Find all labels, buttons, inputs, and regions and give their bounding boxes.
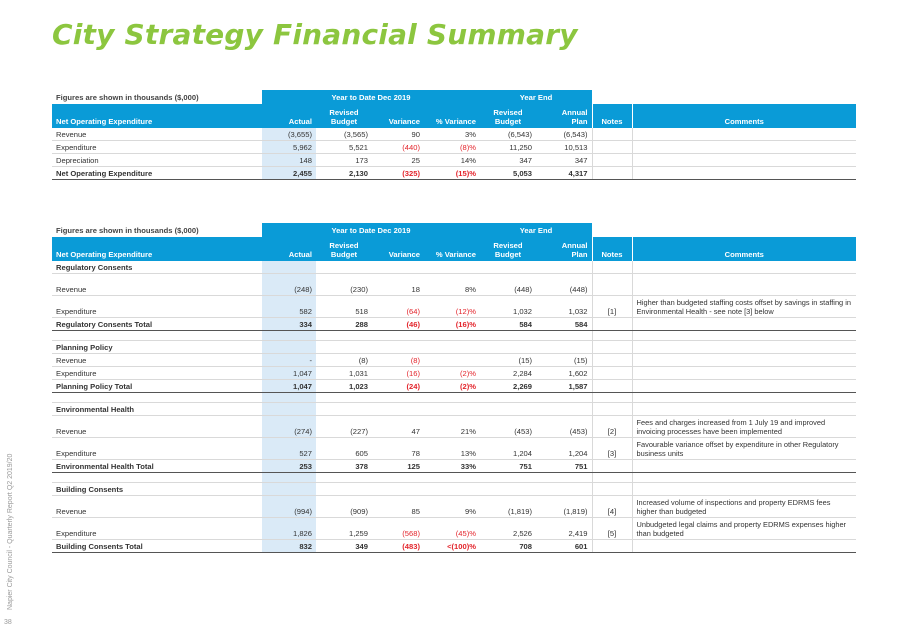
col-pct-variance: % Variance — [424, 237, 480, 261]
table-row — [52, 416, 856, 438]
annual-plan-value: 1,204 — [536, 438, 592, 460]
row-label: Depreciation — [52, 154, 262, 167]
total-row — [52, 167, 856, 180]
note-ref: [1] — [592, 296, 632, 318]
total-row — [52, 380, 856, 393]
note-ref — [592, 354, 632, 367]
actual-value: 253 — [262, 460, 316, 473]
ye-revised-budget-value: 2,284 — [480, 367, 536, 380]
col-ye-revised-budget: Revised Budget — [480, 237, 536, 261]
column-header-row — [52, 104, 856, 128]
pct-variance-value: 3% — [424, 128, 480, 141]
ye-revised-budget-value: 347 — [480, 154, 536, 167]
section-title: Environmental Health — [52, 403, 262, 416]
pct-variance-value: 8% — [424, 274, 480, 296]
header-group-row — [52, 223, 856, 237]
note-ref: [2] — [592, 416, 632, 438]
ye-revised-budget-value: 1,204 — [480, 438, 536, 460]
comment-text — [632, 460, 856, 473]
comment-text — [632, 540, 856, 553]
revised-budget-value: 2,130 — [316, 167, 372, 180]
note-ref: [3] — [592, 438, 632, 460]
ye-revised-budget-value: 1,032 — [480, 296, 536, 318]
comment-text: Higher than budgeted staffing costs offset by savings in staffing in Environmental Health - see note [3] below — [632, 296, 856, 318]
section-header-row — [52, 341, 856, 354]
revised-budget-value: 1,023 — [316, 380, 372, 393]
pct-variance-value: (12)% — [424, 296, 480, 318]
col-comments: Comments — [632, 237, 856, 261]
actual-value: 1,047 — [262, 367, 316, 380]
row-label: Net Operating Expenditure — [52, 167, 262, 180]
actual-value: 5,962 — [262, 141, 316, 154]
note-ref — [592, 167, 632, 180]
ye-revised-budget-value: 708 — [480, 540, 536, 553]
revised-budget-value: 605 — [316, 438, 372, 460]
variance-value: 78 — [372, 438, 424, 460]
page-number: 38 — [4, 619, 12, 626]
col-variance: Variance — [372, 237, 424, 261]
col-variance: Variance — [372, 104, 424, 128]
variance-value: (568) — [372, 518, 424, 540]
comment-text — [632, 367, 856, 380]
row-label: Revenue — [52, 274, 262, 296]
year-end-group-header: Year End — [480, 90, 592, 104]
col-revised-budget: Revised Budget — [316, 104, 372, 128]
detail-table — [52, 223, 856, 553]
pct-variance-value: (2)% — [424, 380, 480, 393]
annual-plan-value: 1,587 — [536, 380, 592, 393]
comment-text — [632, 380, 856, 393]
revised-budget-value: (909) — [316, 496, 372, 518]
spacer-row — [52, 473, 856, 483]
spacer-row — [52, 393, 856, 403]
variance-value: 47 — [372, 416, 424, 438]
revised-budget-value: 1,259 — [316, 518, 372, 540]
pct-variance-value: 21% — [424, 416, 480, 438]
col-annual-plan: Annual Plan — [536, 104, 592, 128]
actual-value: (248) — [262, 274, 316, 296]
col-comments: Comments — [632, 104, 856, 128]
revised-budget-value: (230) — [316, 274, 372, 296]
comment-text: Fees and charges increased from 1 July 19 and improved invoicing processes have been implemented — [632, 416, 856, 438]
ye-revised-budget-value: 584 — [480, 318, 536, 331]
annual-plan-value: (15) — [536, 354, 592, 367]
section-header-row — [52, 403, 856, 416]
col-pct-variance: % Variance — [424, 104, 480, 128]
note-ref: [5] — [592, 518, 632, 540]
note-ref — [592, 274, 632, 296]
comment-text — [632, 141, 856, 154]
table-row — [52, 496, 856, 518]
row-label: Revenue — [52, 128, 262, 141]
ye-revised-budget-value: 5,053 — [480, 167, 536, 180]
col-notes: Notes — [592, 104, 632, 128]
actual-value: 334 — [262, 318, 316, 331]
variance-value: (483) — [372, 540, 424, 553]
ye-revised-budget-value: (15) — [480, 354, 536, 367]
row-label: Expenditure — [52, 296, 262, 318]
comment-text: Unbudgeted legal claims and property EDRMS expenses higher than budgeted — [632, 518, 856, 540]
revised-budget-value: 518 — [316, 296, 372, 318]
actual-value: 2,455 — [262, 167, 316, 180]
ye-revised-budget-value: 2,526 — [480, 518, 536, 540]
actual-value: (3,655) — [262, 128, 316, 141]
annual-plan-value: (453) — [536, 416, 592, 438]
actual-value: 832 — [262, 540, 316, 553]
header-group-row — [52, 90, 856, 104]
revised-budget-value: 1,031 — [316, 367, 372, 380]
variance-value: 18 — [372, 274, 424, 296]
row-label: Revenue — [52, 496, 262, 518]
section-title: Regulatory Consents — [52, 261, 262, 274]
summary-table — [52, 90, 856, 180]
total-row — [52, 460, 856, 473]
col-actual: Actual — [262, 237, 316, 261]
table-row — [52, 296, 856, 318]
revised-budget-value: (3,565) — [316, 128, 372, 141]
comment-text — [632, 318, 856, 331]
col-annual-plan: Annual Plan — [536, 237, 592, 261]
variance-value: (24) — [372, 380, 424, 393]
revised-budget-value: 349 — [316, 540, 372, 553]
note-ref — [592, 540, 632, 553]
actual-value: - — [262, 354, 316, 367]
variance-value: (64) — [372, 296, 424, 318]
note-ref: [4] — [592, 496, 632, 518]
variance-value: (46) — [372, 318, 424, 331]
section-title: Planning Policy — [52, 341, 262, 354]
variance-value: 85 — [372, 496, 424, 518]
pct-variance-value: (8)% — [424, 141, 480, 154]
year-end-group-header: Year End — [480, 223, 592, 237]
section-title: Building Consents — [52, 483, 262, 496]
variance-value: (16) — [372, 367, 424, 380]
actual-value: (994) — [262, 496, 316, 518]
row-label: Revenue — [52, 354, 262, 367]
note-ref — [592, 154, 632, 167]
col-label: Net Operating Expenditure — [52, 237, 262, 261]
revised-budget-value: 378 — [316, 460, 372, 473]
variance-value: 25 — [372, 154, 424, 167]
variance-value: (325) — [372, 167, 424, 180]
annual-plan-value: (448) — [536, 274, 592, 296]
table-row — [52, 367, 856, 380]
annual-plan-value: 2,419 — [536, 518, 592, 540]
revised-budget-value: (8) — [316, 354, 372, 367]
table-row — [52, 154, 856, 167]
row-label: Regulatory Consents Total — [52, 318, 262, 331]
col-ye-revised-budget: Revised Budget — [480, 104, 536, 128]
pct-variance-value: (2)% — [424, 367, 480, 380]
revised-budget-value: 173 — [316, 154, 372, 167]
section-header-row — [52, 483, 856, 496]
side-footer-text: Napier City Council - Quarterly Report Q2 2019/20 — [7, 453, 14, 610]
note-ref — [592, 128, 632, 141]
table-row — [52, 128, 856, 141]
column-header-row — [52, 237, 856, 261]
actual-value: 527 — [262, 438, 316, 460]
table-row — [52, 518, 856, 540]
comment-text — [632, 274, 856, 296]
pct-variance-value — [424, 354, 480, 367]
comment-text: Favourable variance offset by expenditure in other Regulatory business units — [632, 438, 856, 460]
total-row — [52, 318, 856, 331]
table-row — [52, 354, 856, 367]
annual-plan-value: 347 — [536, 154, 592, 167]
ye-revised-budget-value: (6,543) — [480, 128, 536, 141]
annual-plan-value: 601 — [536, 540, 592, 553]
annual-plan-value: (1,819) — [536, 496, 592, 518]
pct-variance-value: <(100)% — [424, 540, 480, 553]
pct-variance-value: (15)% — [424, 167, 480, 180]
actual-value: (274) — [262, 416, 316, 438]
revised-budget-value: 288 — [316, 318, 372, 331]
actual-value: 1,047 — [262, 380, 316, 393]
comment-text — [632, 354, 856, 367]
units-caption: Figures are shown in thousands ($,000) — [56, 92, 199, 102]
spacer-row — [52, 331, 856, 341]
ytd-group-header: Year to Date Dec 2019 — [262, 223, 480, 237]
comment-text — [632, 154, 856, 167]
row-label: Expenditure — [52, 367, 262, 380]
ye-revised-budget-value: (448) — [480, 274, 536, 296]
page-title: City Strategy Financial Summary — [52, 18, 578, 51]
col-label: Net Operating Expenditure — [52, 104, 262, 128]
ye-revised-budget-value: 11,250 — [480, 141, 536, 154]
col-actual: Actual — [262, 104, 316, 128]
ytd-group-header: Year to Date Dec 2019 — [262, 90, 480, 104]
row-label: Planning Policy Total — [52, 380, 262, 393]
row-label: Building Consents Total — [52, 540, 262, 553]
pct-variance-value: 13% — [424, 438, 480, 460]
revised-budget-value: (227) — [316, 416, 372, 438]
total-row — [52, 540, 856, 553]
ye-revised-budget-value: (453) — [480, 416, 536, 438]
table-row — [52, 438, 856, 460]
note-ref — [592, 367, 632, 380]
revised-budget-value: 5,521 — [316, 141, 372, 154]
variance-value: 90 — [372, 128, 424, 141]
pct-variance-value: 14% — [424, 154, 480, 167]
comment-text — [632, 128, 856, 141]
section-header-row — [52, 261, 856, 274]
side-footer — [4, 400, 16, 610]
comment-text: Increased volume of inspections and property EDRMS fees higher than budgeted — [632, 496, 856, 518]
ye-revised-budget-value: 2,269 — [480, 380, 536, 393]
col-notes: Notes — [592, 237, 632, 261]
row-label: Revenue — [52, 416, 262, 438]
row-label: Expenditure — [52, 141, 262, 154]
annual-plan-value: (6,543) — [536, 128, 592, 141]
variance-value: 125 — [372, 460, 424, 473]
comment-text — [632, 167, 856, 180]
note-ref — [592, 141, 632, 154]
pct-variance-value: 9% — [424, 496, 480, 518]
pct-variance-value: 33% — [424, 460, 480, 473]
ye-revised-budget-value: (1,819) — [480, 496, 536, 518]
annual-plan-value: 10,513 — [536, 141, 592, 154]
annual-plan-value: 584 — [536, 318, 592, 331]
row-label: Expenditure — [52, 518, 262, 540]
note-ref — [592, 380, 632, 393]
variance-value: (440) — [372, 141, 424, 154]
table-row — [52, 274, 856, 296]
table-row — [52, 141, 856, 154]
actual-value: 582 — [262, 296, 316, 318]
variance-value: (8) — [372, 354, 424, 367]
actual-value: 1,826 — [262, 518, 316, 540]
note-ref — [592, 318, 632, 331]
row-label: Expenditure — [52, 438, 262, 460]
annual-plan-value: 1,032 — [536, 296, 592, 318]
annual-plan-value: 751 — [536, 460, 592, 473]
annual-plan-value: 4,317 — [536, 167, 592, 180]
note-ref — [592, 460, 632, 473]
units-caption: Figures are shown in thousands ($,000) — [56, 225, 199, 235]
actual-value: 148 — [262, 154, 316, 167]
col-revised-budget: Revised Budget — [316, 237, 372, 261]
ye-revised-budget-value: 751 — [480, 460, 536, 473]
pct-variance-value: (16)% — [424, 318, 480, 331]
row-label: Environmental Health Total — [52, 460, 262, 473]
pct-variance-value: (45)% — [424, 518, 480, 540]
annual-plan-value: 1,602 — [536, 367, 592, 380]
